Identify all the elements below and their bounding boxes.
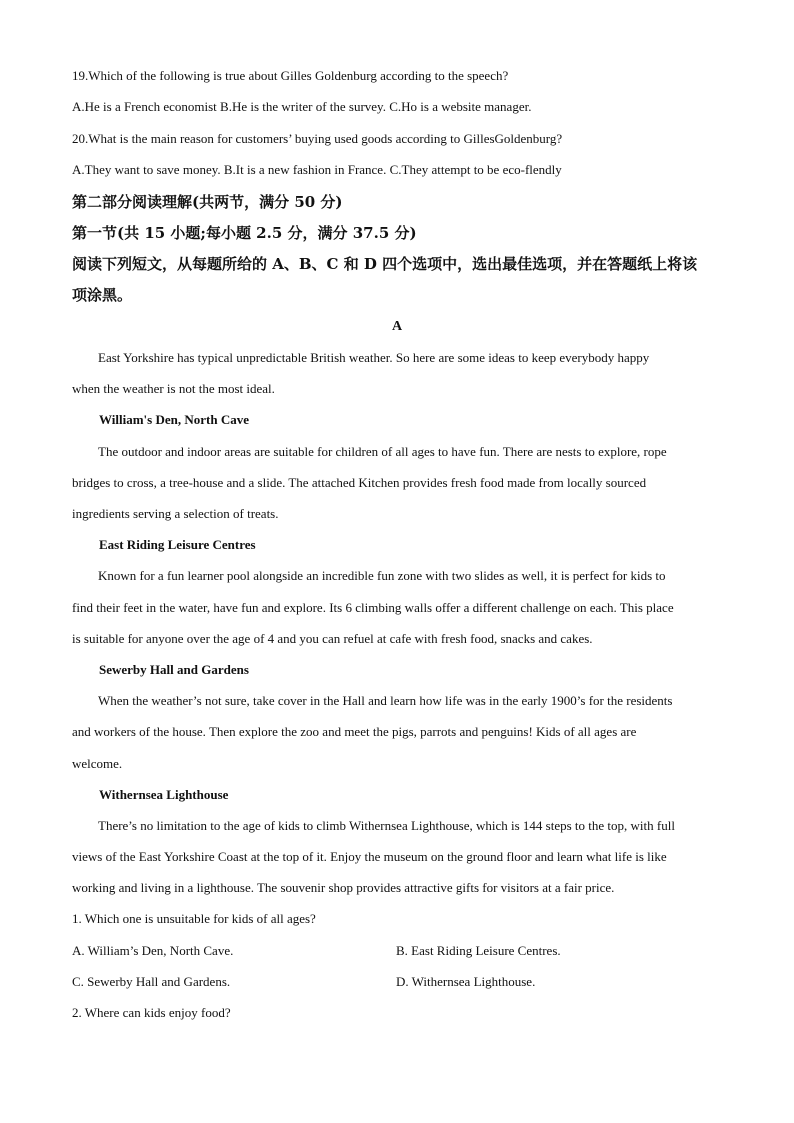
place-2-line-2: find their feet in the water, have fun and explore. Its 6 climbing walls offer a different challenge on each. This place <box>72 600 674 615</box>
place-3-title: Sewerby Hall and Gardens <box>99 662 249 677</box>
question-1-option-a: A. William’s Den, North Cave. <box>72 943 234 958</box>
question-20-options: A.They want to save money. B.It is a new fashion in France. C.They attempt to be eco-flendly <box>72 162 562 177</box>
place-4-line-3: working and living in a lighthouse. The souvenir shop provides attractive gifts for visitors at a fair price. <box>72 880 615 895</box>
place-4-title: Withernsea Lighthouse <box>99 787 229 802</box>
instruction-line-1: 阅读下列短文，从每题所给的 A、B、C 和 D 四个选项中，选出最佳选项，并在答题纸上将该 <box>72 255 698 273</box>
question-1-option-d: D. Withernsea Lighthouse. <box>396 974 536 989</box>
place-1-line-2: bridges to cross, a tree-house and a slide. The attached Kitchen provides fresh food made from locally sourced <box>72 475 647 490</box>
place-3-line-3: welcome. <box>72 756 123 771</box>
question-19-options: A.He is a French economist B.He is the writer of the survey. C.Ho is a website manager. <box>72 99 532 114</box>
place-3-line-1: When the weather’s not sure, take cover in the Hall and learn how life was in the early 1900’s for the residents <box>98 693 673 708</box>
passage-intro-line-2: when the weather is not the most ideal. <box>72 381 275 396</box>
place-4-line-1: There’s no limitation to the age of kids to climb Withernsea Lighthouse, which is 144 steps to the top, with full <box>98 818 675 833</box>
place-4-line-2: views of the East Yorkshire Coast at the top of it. Enjoy the museum on the ground floor and learn what life is like <box>72 849 667 864</box>
place-3-line-2: and workers of the house. Then explore the zoo and meet the pigs, parrots and penguins! Kids of all ages are <box>72 724 637 739</box>
question-19: 19.Which of the following is true about Gilles Goldenburg according to the speech? <box>72 68 509 83</box>
place-2-line-1: Known for a fun learner pool alongside an incredible fun zone with two slides as well, it is perfect for kids to <box>98 568 666 583</box>
passage-intro-line-1: East Yorkshire has typical unpredictable British weather. So here are some ideas to keep everybody happy <box>98 350 650 365</box>
part-title: 第一节(共 15 小题;每小题 2.5 分，满分 37.5 分) <box>72 224 417 242</box>
question-2: 2. Where can kids enjoy food? <box>72 1005 231 1020</box>
section-title: 第二部分阅读理解(共两节，满分 50 分) <box>72 193 343 211</box>
question-1: 1. Which one is unsuitable for kids of all ages? <box>72 911 316 926</box>
place-1-line-1: The outdoor and indoor areas are suitable for children of all ages to have fun. There are nests to explore, rope <box>98 444 667 459</box>
passage-label: A <box>391 319 403 334</box>
question-1-option-b: B. East Riding Leisure Centres. <box>396 943 561 958</box>
instruction-line-2: 项涂黑。 <box>72 286 133 304</box>
place-1-title: William's Den, North Cave <box>99 412 249 427</box>
question-20: 20.What is the main reason for customers’ buying used goods according to GillesGoldenburg? <box>72 131 563 146</box>
place-1-line-3: ingredients serving a selection of treats. <box>72 506 279 521</box>
place-2-title: East Riding Leisure Centres <box>99 537 256 552</box>
question-1-option-c: C. Sewerby Hall and Gardens. <box>72 974 231 989</box>
place-2-line-3: is suitable for anyone over the age of 4 and you can refuel at cafe with fresh food, snacks and cakes. <box>72 631 593 646</box>
